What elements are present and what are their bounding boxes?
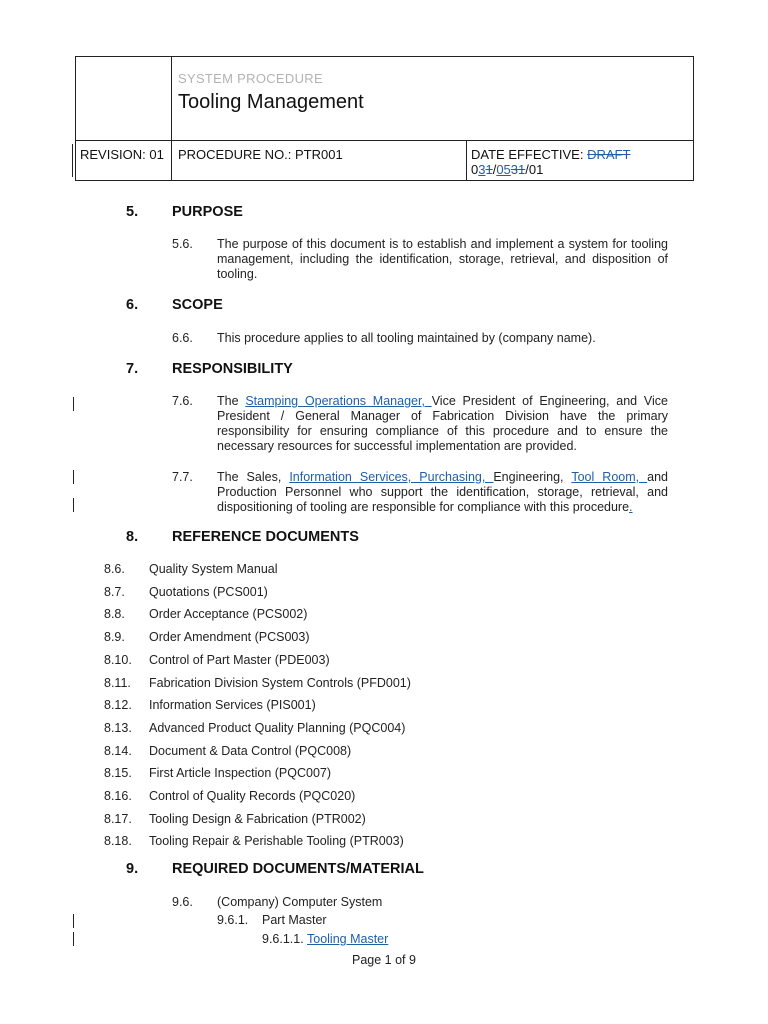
date-slash: / — [492, 162, 497, 177]
page-number: Page 1 of 9 — [352, 953, 416, 967]
text-run: and Production Personnel who support the identification, storage, retrieval, and dispositioning of tooling are responsible for compliance with this procedure — [217, 470, 668, 514]
required-item: Part Master — [262, 913, 327, 927]
date-digit: 0 — [471, 162, 479, 177]
revision-cell: REVISION: 01 — [80, 147, 164, 162]
information-services-link[interactable]: Information Services, Purchasing, — [289, 470, 494, 484]
section-heading: RESPONSIBILITY — [172, 361, 293, 377]
link-text[interactable]: Tooling Master — [307, 932, 389, 946]
purpose-text: The purpose of this document is to establish and implement a system for tooling management, including the identification, storage, retrieval, and disposition of tooling. — [217, 237, 668, 281]
change-bar — [73, 498, 74, 512]
reference-number: 8.11. — [104, 676, 131, 690]
reference-title: Fabrication Division System Controls (PFD001) — [149, 676, 411, 690]
responsibility-text-2 — [217, 470, 668, 515]
reference-number: 8.13. — [104, 721, 132, 735]
scope-text: This procedure applies to all tooling maintained by (company name). — [217, 331, 596, 345]
section-heading: REQUIRED DOCUMENTS/MATERIAL — [172, 861, 424, 877]
stamping-operations-manager-link[interactable]: Stamping Operations Manager, — [245, 394, 432, 408]
text-run: Vice President of Engineering, and Vice President / General Manager of Fabrication Division have the primary responsibility for ensuring compliance of this procedure and to ensure the necessary resources for successful implementation are provided. — [217, 394, 668, 453]
reference-title: Order Amendment (PCS003) — [149, 630, 310, 644]
document-title: Tooling Management — [178, 91, 364, 113]
reference-number: 8.16. — [104, 789, 132, 803]
date-label: DATE EFFECTIVE: — [471, 147, 588, 162]
section-heading: REFERENCE DOCUMENTS — [172, 529, 359, 545]
inserted-text: 3 — [478, 162, 486, 177]
date-value — [471, 162, 543, 177]
section-heading: SCOPE — [172, 297, 223, 313]
reference-title: Control of Part Master (PDE003) — [149, 653, 330, 667]
inserted-text: . — [629, 500, 633, 514]
tooling-master-link[interactable] — [307, 932, 388, 947]
reference-number: 8.17. — [104, 812, 132, 826]
change-bar — [72, 144, 73, 177]
reference-number: 8.10. — [104, 653, 132, 667]
section-number: 5. — [126, 204, 139, 220]
reference-title: Document & Data Control (PQC008) — [149, 744, 352, 758]
deleted-text: 1 — [485, 162, 493, 177]
change-bar — [73, 397, 74, 411]
system-procedure-label: SYSTEM PROCEDURE — [178, 71, 323, 86]
tool-room-link[interactable]: Tool Room, — [571, 470, 648, 484]
change-bar — [73, 914, 74, 928]
reference-title: Information Services (PIS001) — [149, 698, 316, 712]
reference-number: 8.6. — [104, 562, 125, 576]
section-number: 8. — [126, 529, 139, 545]
text-run: The — [217, 394, 246, 408]
date-effective-cell — [471, 147, 630, 162]
paragraph-number: 9.6. — [172, 895, 193, 909]
responsibility-text-1 — [217, 394, 668, 454]
reference-number: 8.15. — [104, 766, 132, 780]
change-bar — [73, 470, 74, 484]
reference-title: First Article Inspection (PQC007) — [149, 766, 332, 780]
paragraph-number: 5.6. — [172, 237, 193, 251]
reference-title: Quotations (PCS001) — [149, 585, 268, 599]
change-bar — [73, 932, 74, 946]
reference-number: 8.14. — [104, 744, 132, 758]
section-heading: PURPOSE — [172, 204, 243, 220]
reference-number: 8.8. — [104, 607, 125, 621]
reference-number: 8.18. — [104, 834, 132, 848]
header-table — [75, 56, 694, 181]
paragraph-number: 6.6. — [172, 331, 193, 345]
procedure-number-cell: PROCEDURE NO.: PTR001 — [178, 147, 343, 162]
paragraph-number: 7.7. — [172, 470, 193, 484]
paragraph-number: 7.6. — [172, 394, 193, 408]
reference-number: 8.9. — [104, 630, 125, 644]
paragraph-number: 9.6.1.1. — [262, 932, 304, 946]
inserted-text: 05 — [496, 162, 511, 177]
deleted-text: 31 — [510, 162, 526, 177]
reference-title: Advanced Product Quality Planning (PQC004) — [149, 721, 406, 735]
section-number: 6. — [126, 297, 139, 313]
reference-title: Tooling Design & Fabrication (PTR002) — [149, 812, 366, 826]
date-tail: /01 — [525, 162, 544, 177]
text-run: The Sales, — [217, 470, 290, 484]
reference-number: 8.12. — [104, 698, 132, 712]
header-divider — [466, 140, 467, 180]
header-divider — [171, 57, 172, 180]
reference-number: 8.7. — [104, 585, 125, 599]
deleted-text: DRAFT — [587, 147, 631, 162]
header-divider — [76, 140, 693, 141]
section-number: 9. — [126, 861, 139, 877]
section-number: 7. — [126, 361, 139, 377]
text-run: Engineering, — [493, 470, 572, 484]
paragraph-number: 9.6.1. — [217, 913, 249, 927]
reference-title: Tooling Repair & Perishable Tooling (PTR003) — [149, 834, 404, 848]
reference-title: Quality System Manual — [149, 562, 278, 576]
required-item: (Company) Computer System — [217, 895, 383, 909]
reference-title: Control of Quality Records (PQC020) — [149, 789, 356, 803]
reference-title: Order Acceptance (PCS002) — [149, 607, 308, 621]
